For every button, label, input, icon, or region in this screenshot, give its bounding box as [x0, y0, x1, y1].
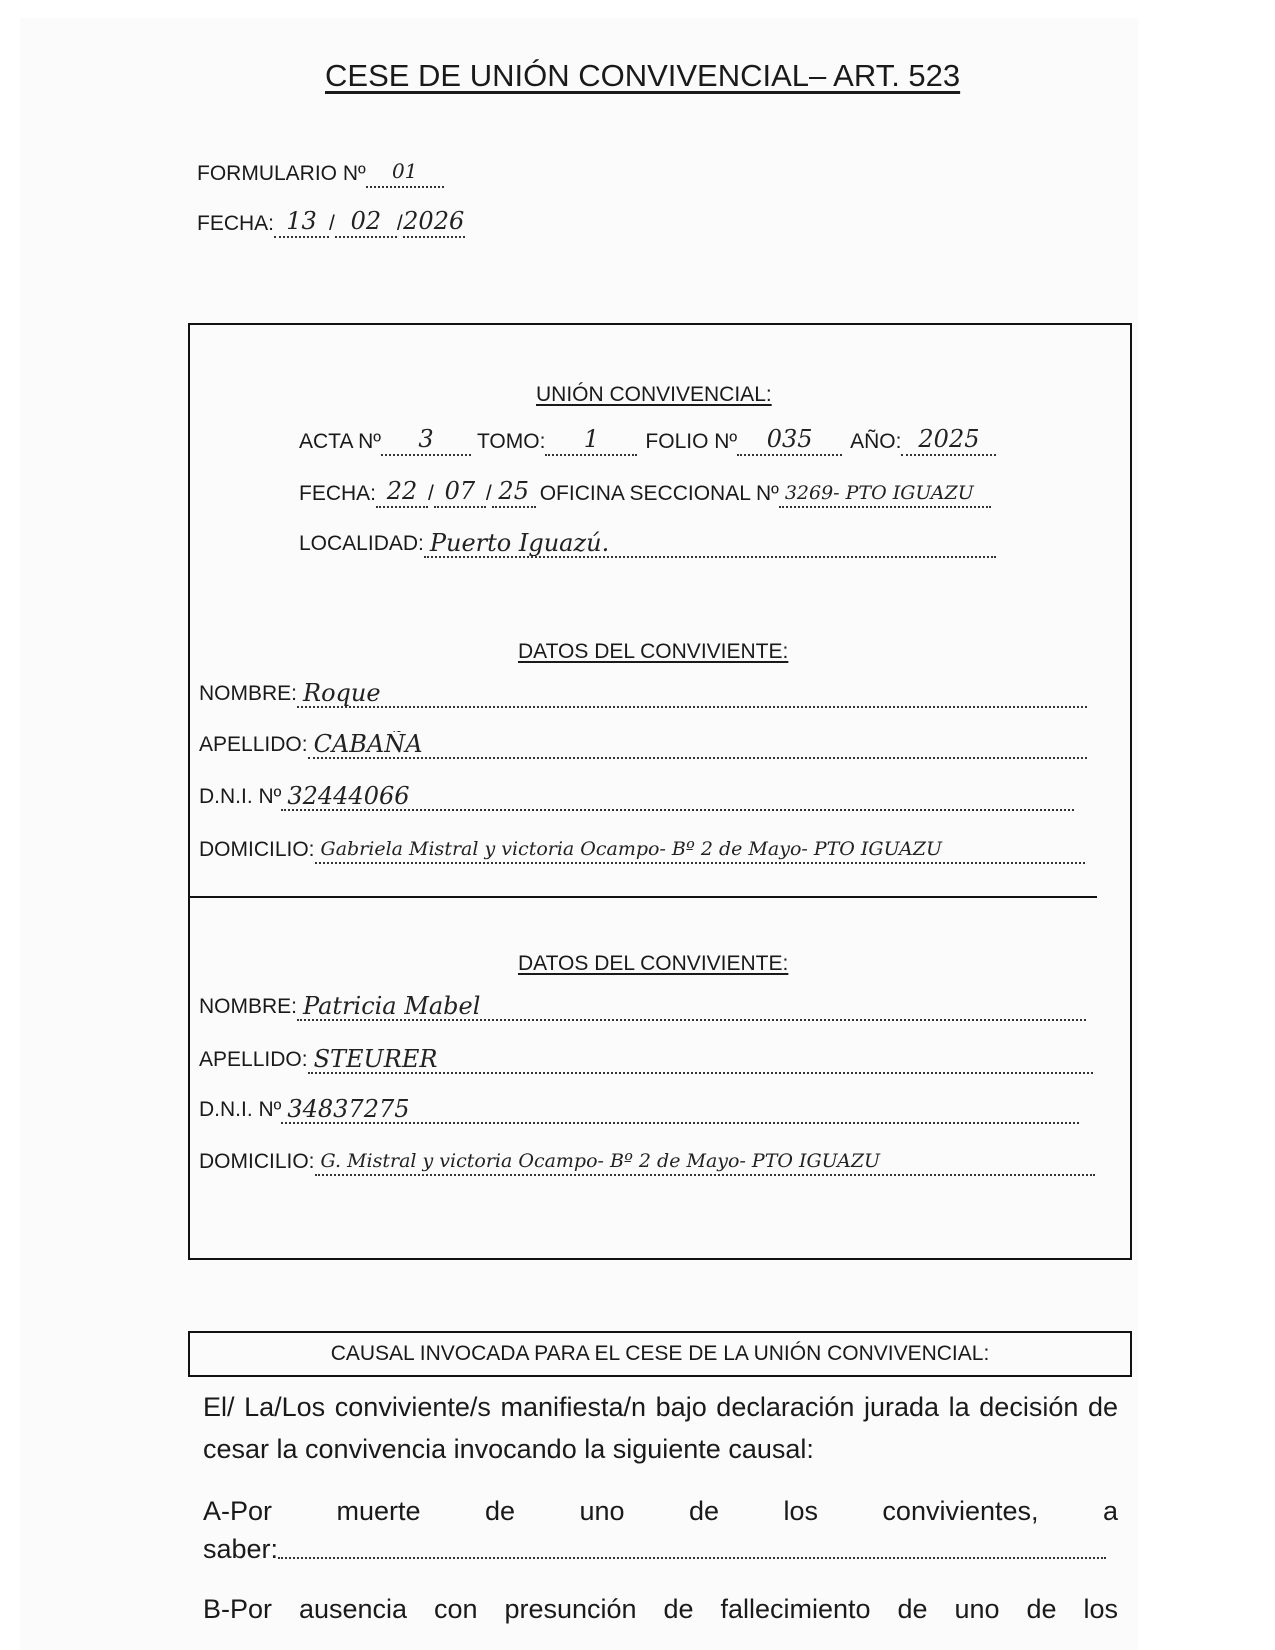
- conviviente1-domicilio-row: [199, 836, 1085, 864]
- localidad-row: [299, 530, 996, 558]
- formulario-label: FORMULARIO Nº: [197, 162, 366, 185]
- oficina-label: OFICINA SECCIONAL Nº: [539, 482, 779, 505]
- tomo-label: TOMO:: [476, 430, 546, 453]
- conviviente1-domicilio-value[interactable]: Gabriela Mistral y victoria Ocampo- Bº 2 de Mayo- PTO IGUAZU: [315, 836, 1085, 864]
- acta-row: [299, 426, 996, 456]
- anio-value[interactable]: 2025: [901, 426, 996, 456]
- option-a-saber-label: saber:: [203, 1534, 279, 1564]
- conviviente2-domicilio-row: [199, 1148, 1095, 1176]
- fecha-label: FECHA:: [197, 212, 275, 235]
- formulario-field[interactable]: [197, 158, 444, 188]
- conviviente2-apellido-label: APELLIDO:: [199, 1048, 308, 1071]
- union-fecha-month[interactable]: 07: [434, 478, 486, 508]
- conviviente2-apellido-value[interactable]: STEURER: [308, 1046, 1093, 1074]
- conviviente1-domicilio-label: DOMICILIO:: [199, 838, 315, 861]
- option-a-saber-field[interactable]: [278, 1557, 1106, 1559]
- conviviente2-dni-value[interactable]: 34837275: [281, 1096, 1079, 1124]
- conviviente2-apellido-row: [199, 1046, 1093, 1074]
- section-divider: [188, 896, 1097, 898]
- tomo-value[interactable]: 1: [545, 426, 637, 456]
- causal-heading-box: [188, 1331, 1132, 1377]
- conviviente1-nombre-label: NOMBRE:: [199, 682, 298, 705]
- conviviente1-nombre-row: [199, 680, 1087, 708]
- acta-label: ACTA Nº: [299, 430, 381, 453]
- union-fecha-row: FECHA: 22 / 07 / 25 OFICINA SECCIONAL Nº 3269- PTO IGUAZU: [299, 478, 991, 508]
- conviviente2-domicilio-label: DOMICILIO:: [199, 1150, 315, 1173]
- conviviente2-heading: DATOS DEL CONVIVIENTE:: [518, 952, 789, 975]
- document-title: CESE DE UNIÓN CONVIVENCIAL– ART. 523: [325, 58, 961, 93]
- conviviente1-dni-row: [199, 783, 1074, 811]
- conviviente1-dni-label: D.N.I. Nº: [199, 785, 282, 808]
- conviviente1-dni-value[interactable]: 32444066: [281, 783, 1074, 811]
- localidad-value[interactable]: Puerto Iguazú.: [424, 530, 996, 558]
- conviviente1-apellido-label: APELLIDO:: [199, 733, 308, 756]
- acta-value[interactable]: 3: [381, 426, 471, 456]
- union-fecha-label: FECHA:: [299, 482, 377, 505]
- conviviente1-apellido-value[interactable]: CABAÑA: [308, 731, 1087, 759]
- conviviente1-nombre-value[interactable]: Roque: [297, 680, 1087, 708]
- option-b-line: B-Por ausencia con presunción de fallecimiento de uno de los: [203, 1594, 1118, 1624]
- conviviente2-domicilio-value[interactable]: G. Mistral y victoria Ocampo- Bº 2 de Mayo- PTO IGUAZU: [315, 1148, 1095, 1176]
- formulario-value[interactable]: 01: [366, 158, 444, 188]
- conviviente2-nombre-label: NOMBRE:: [199, 995, 298, 1018]
- causal-heading: CAUSAL INVOCADA PARA EL CESE DE LA UNIÓN CONVIVENCIAL:: [330, 1342, 990, 1365]
- causal-intro: El/ La/Los conviviente/s manifiesta/n bajo declaración jurada la decisión de cesar la convivencia invocando la siguiente causal:: [203, 1392, 1118, 1464]
- option-a-line2[interactable]: [203, 1534, 1106, 1565]
- folio-value[interactable]: 035: [737, 426, 842, 456]
- conviviente1-heading: DATOS DEL CONVIVIENTE:: [518, 640, 789, 663]
- localidad-label: LOCALIDAD:: [299, 532, 424, 555]
- folio-label: FOLIO Nº: [645, 430, 738, 453]
- union-fecha-year[interactable]: 25: [492, 478, 536, 508]
- oficina-value[interactable]: 3269- PTO IGUAZU: [779, 480, 991, 508]
- conviviente2-nombre-value[interactable]: Patricia Mabel: [297, 993, 1086, 1021]
- conviviente2-dni-label: D.N.I. Nº: [199, 1098, 282, 1121]
- conviviente1-apellido-row: [199, 731, 1087, 759]
- union-heading: UNIÓN CONVIVENCIAL:: [536, 383, 772, 406]
- fecha-year[interactable]: 2026: [403, 208, 465, 238]
- union-fecha-day[interactable]: 22: [376, 478, 428, 508]
- anio-label: AÑO:: [850, 430, 902, 453]
- fecha-month[interactable]: 02: [335, 208, 397, 238]
- conviviente2-nombre-row: [199, 993, 1086, 1021]
- fecha-day[interactable]: 13: [274, 208, 329, 238]
- conviviente2-dni-row: [199, 1096, 1079, 1124]
- option-a-line1: A-Por muerte de uno de los convivientes, a: [203, 1496, 1118, 1526]
- fecha-field[interactable]: FECHA: 13 / 02 / 2026: [197, 208, 465, 238]
